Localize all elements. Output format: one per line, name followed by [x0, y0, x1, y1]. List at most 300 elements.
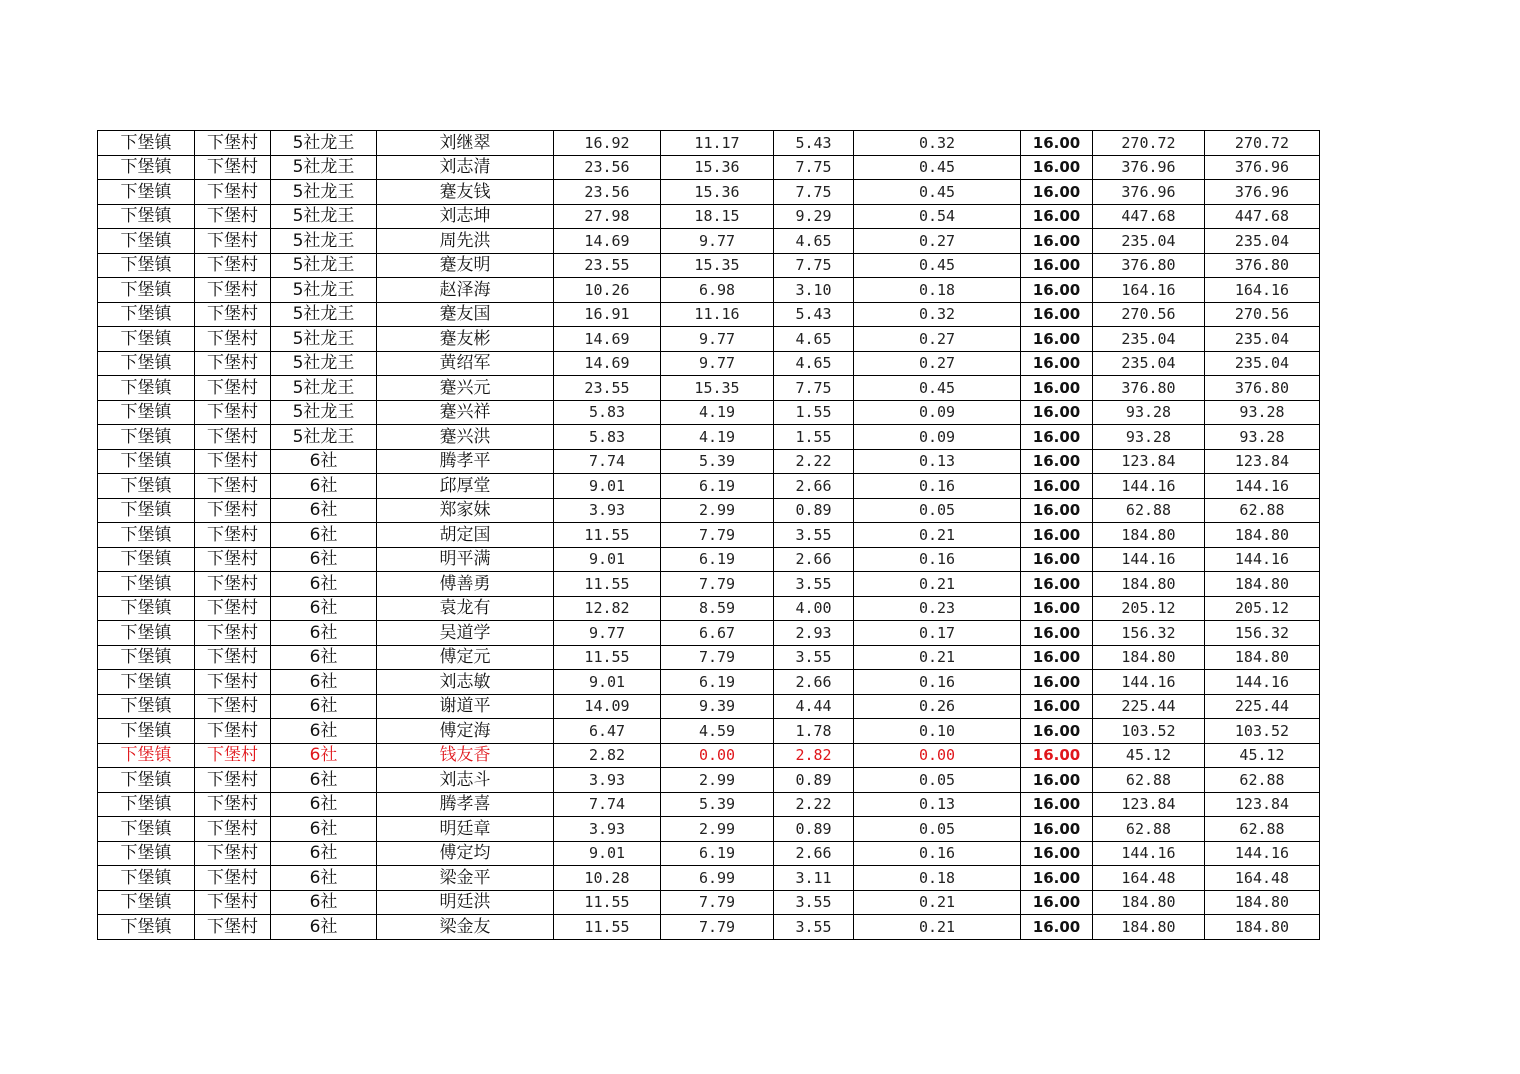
value-cell-3: 4.44 [774, 694, 854, 719]
town-cell: 下堡镇 [98, 498, 195, 523]
value-cell-2: 7.79 [661, 915, 774, 940]
name-cell: 刘志清 [377, 155, 554, 180]
village-cell: 下堡村 [195, 768, 271, 793]
value-cell-1: 9.01 [554, 841, 661, 866]
value-cell-4: 0.16 [854, 841, 1021, 866]
table-row [98, 694, 1320, 719]
table-row [98, 596, 1320, 621]
value-cell-4: 0.09 [854, 400, 1021, 425]
amount-cell-2: 184.80 [1205, 915, 1320, 940]
group-cell: 6社 [271, 474, 377, 499]
amount-cell-2: 376.80 [1205, 376, 1320, 401]
table-row [98, 915, 1320, 940]
value-cell-4: 0.45 [854, 155, 1021, 180]
value-cell-2: 18.15 [661, 204, 774, 229]
value-cell-3: 2.66 [774, 670, 854, 695]
name-cell: 赵泽海 [377, 278, 554, 303]
group-cell: 6社 [271, 694, 377, 719]
village-cell: 下堡村 [195, 866, 271, 891]
rate-cell: 16.00 [1021, 694, 1093, 719]
town-cell: 下堡镇 [98, 302, 195, 327]
value-cell-1: 9.01 [554, 474, 661, 499]
table-row [98, 670, 1320, 695]
village-cell: 下堡村 [195, 425, 271, 450]
village-cell: 下堡村 [195, 253, 271, 278]
value-cell-1: 11.55 [554, 915, 661, 940]
group-cell: 6社 [271, 915, 377, 940]
town-cell: 下堡镇 [98, 792, 195, 817]
value-cell-1: 5.83 [554, 400, 661, 425]
value-cell-2: 4.19 [661, 400, 774, 425]
town-cell: 下堡镇 [98, 155, 195, 180]
amount-cell-1: 184.80 [1093, 915, 1205, 940]
village-cell: 下堡村 [195, 498, 271, 523]
village-cell: 下堡村 [195, 547, 271, 572]
value-cell-4: 0.18 [854, 866, 1021, 891]
group-cell: 6社 [271, 645, 377, 670]
name-cell: 傅定均 [377, 841, 554, 866]
group-cell: 6社 [271, 792, 377, 817]
rate-cell: 16.00 [1021, 768, 1093, 793]
town-cell: 下堡镇 [98, 841, 195, 866]
value-cell-3: 1.55 [774, 425, 854, 450]
value-cell-2: 15.36 [661, 155, 774, 180]
rate-cell: 16.00 [1021, 670, 1093, 695]
group-cell: 5社龙王 [271, 425, 377, 450]
value-cell-4: 0.00 [854, 743, 1021, 768]
amount-cell-2: 144.16 [1205, 841, 1320, 866]
amount-cell-1: 144.16 [1093, 841, 1205, 866]
table-row [98, 180, 1320, 205]
rate-cell: 16.00 [1021, 449, 1093, 474]
amount-cell-2: 447.68 [1205, 204, 1320, 229]
village-cell: 下堡村 [195, 131, 271, 156]
amount-cell-1: 156.32 [1093, 621, 1205, 646]
value-cell-1: 23.56 [554, 155, 661, 180]
value-cell-3: 7.75 [774, 180, 854, 205]
town-cell: 下堡镇 [98, 890, 195, 915]
name-cell: 蹇兴元 [377, 376, 554, 401]
value-cell-3: 3.55 [774, 915, 854, 940]
group-cell: 5社龙王 [271, 376, 377, 401]
village-cell: 下堡村 [195, 180, 271, 205]
village-cell: 下堡村 [195, 351, 271, 376]
value-cell-1: 9.01 [554, 547, 661, 572]
amount-cell-1: 376.80 [1093, 376, 1205, 401]
value-cell-3: 3.55 [774, 890, 854, 915]
amount-cell-1: 205.12 [1093, 596, 1205, 621]
value-cell-3: 0.89 [774, 817, 854, 842]
amount-cell-1: 376.96 [1093, 155, 1205, 180]
value-cell-4: 0.32 [854, 131, 1021, 156]
value-cell-2: 2.99 [661, 768, 774, 793]
rate-cell: 16.00 [1021, 719, 1093, 744]
amount-cell-2: 93.28 [1205, 400, 1320, 425]
rate-cell: 16.00 [1021, 523, 1093, 548]
value-cell-4: 0.10 [854, 719, 1021, 744]
rate-cell: 16.00 [1021, 572, 1093, 597]
value-cell-1: 7.74 [554, 449, 661, 474]
amount-cell-2: 123.84 [1205, 449, 1320, 474]
table-body [98, 131, 1320, 940]
value-cell-3: 4.65 [774, 229, 854, 254]
table-row [98, 719, 1320, 744]
value-cell-2: 7.79 [661, 890, 774, 915]
value-cell-3: 7.75 [774, 376, 854, 401]
group-cell: 6社 [271, 768, 377, 793]
village-cell: 下堡村 [195, 621, 271, 646]
village-cell: 下堡村 [195, 474, 271, 499]
village-cell: 下堡村 [195, 596, 271, 621]
value-cell-4: 0.05 [854, 817, 1021, 842]
value-cell-1: 27.98 [554, 204, 661, 229]
village-cell: 下堡村 [195, 670, 271, 695]
value-cell-4: 0.13 [854, 792, 1021, 817]
value-cell-3: 3.55 [774, 572, 854, 597]
value-cell-2: 2.99 [661, 817, 774, 842]
amount-cell-1: 144.16 [1093, 670, 1205, 695]
rate-cell: 16.00 [1021, 376, 1093, 401]
table-row [98, 253, 1320, 278]
group-cell: 5社龙王 [271, 180, 377, 205]
rate-cell: 16.00 [1021, 155, 1093, 180]
name-cell: 梁金平 [377, 866, 554, 891]
town-cell: 下堡镇 [98, 694, 195, 719]
table-row [98, 645, 1320, 670]
group-cell: 6社 [271, 523, 377, 548]
town-cell: 下堡镇 [98, 596, 195, 621]
value-cell-1: 10.26 [554, 278, 661, 303]
amount-cell-1: 62.88 [1093, 817, 1205, 842]
value-cell-2: 5.39 [661, 792, 774, 817]
village-cell: 下堡村 [195, 278, 271, 303]
rate-cell: 16.00 [1021, 498, 1093, 523]
value-cell-1: 11.55 [554, 572, 661, 597]
amount-cell-2: 205.12 [1205, 596, 1320, 621]
town-cell: 下堡镇 [98, 376, 195, 401]
value-cell-2: 15.36 [661, 180, 774, 205]
value-cell-1: 3.93 [554, 817, 661, 842]
value-cell-2: 11.17 [661, 131, 774, 156]
amount-cell-2: 156.32 [1205, 621, 1320, 646]
value-cell-3: 1.55 [774, 400, 854, 425]
value-cell-3: 4.65 [774, 327, 854, 352]
table-row [98, 400, 1320, 425]
group-cell: 6社 [271, 670, 377, 695]
value-cell-3: 2.66 [774, 547, 854, 572]
value-cell-4: 0.16 [854, 547, 1021, 572]
value-cell-2: 4.19 [661, 425, 774, 450]
value-cell-2: 4.59 [661, 719, 774, 744]
amount-cell-2: 235.04 [1205, 327, 1320, 352]
rate-cell: 16.00 [1021, 792, 1093, 817]
value-cell-3: 4.00 [774, 596, 854, 621]
value-cell-3: 5.43 [774, 302, 854, 327]
rate-cell: 16.00 [1021, 351, 1093, 376]
table-row [98, 743, 1320, 768]
value-cell-1: 23.56 [554, 180, 661, 205]
town-cell: 下堡镇 [98, 180, 195, 205]
amount-cell-1: 235.04 [1093, 229, 1205, 254]
amount-cell-2: 376.96 [1205, 155, 1320, 180]
value-cell-4: 0.21 [854, 645, 1021, 670]
value-cell-2: 9.77 [661, 327, 774, 352]
town-cell: 下堡镇 [98, 449, 195, 474]
table-row [98, 155, 1320, 180]
rate-cell: 16.00 [1021, 253, 1093, 278]
value-cell-3: 0.89 [774, 498, 854, 523]
amount-cell-1: 270.56 [1093, 302, 1205, 327]
group-cell: 5社龙王 [271, 327, 377, 352]
name-cell: 蹇友国 [377, 302, 554, 327]
value-cell-4: 0.17 [854, 621, 1021, 646]
value-cell-4: 0.27 [854, 327, 1021, 352]
rate-cell: 16.00 [1021, 180, 1093, 205]
village-cell: 下堡村 [195, 694, 271, 719]
name-cell: 钱友香 [377, 743, 554, 768]
town-cell: 下堡镇 [98, 547, 195, 572]
value-cell-3: 5.43 [774, 131, 854, 156]
value-cell-2: 6.19 [661, 841, 774, 866]
name-cell: 邱厚堂 [377, 474, 554, 499]
rate-cell: 16.00 [1021, 400, 1093, 425]
amount-cell-1: 164.48 [1093, 866, 1205, 891]
group-cell: 6社 [271, 596, 377, 621]
value-cell-2: 6.19 [661, 670, 774, 695]
amount-cell-2: 225.44 [1205, 694, 1320, 719]
town-cell: 下堡镇 [98, 253, 195, 278]
town-cell: 下堡镇 [98, 817, 195, 842]
amount-cell-2: 184.80 [1205, 523, 1320, 548]
value-cell-1: 9.01 [554, 670, 661, 695]
table-row [98, 351, 1320, 376]
amount-cell-2: 144.16 [1205, 670, 1320, 695]
amount-cell-2: 62.88 [1205, 768, 1320, 793]
town-cell: 下堡镇 [98, 621, 195, 646]
group-cell: 6社 [271, 719, 377, 744]
town-cell: 下堡镇 [98, 719, 195, 744]
village-cell: 下堡村 [195, 449, 271, 474]
name-cell: 刘志坤 [377, 204, 554, 229]
amount-cell-2: 93.28 [1205, 425, 1320, 450]
amount-cell-1: 184.80 [1093, 645, 1205, 670]
table-row [98, 474, 1320, 499]
amount-cell-2: 123.84 [1205, 792, 1320, 817]
amount-cell-1: 62.88 [1093, 768, 1205, 793]
village-cell: 下堡村 [195, 155, 271, 180]
town-cell: 下堡镇 [98, 523, 195, 548]
rate-cell: 16.00 [1021, 425, 1093, 450]
rate-cell: 16.00 [1021, 596, 1093, 621]
name-cell: 傅定海 [377, 719, 554, 744]
amount-cell-2: 144.16 [1205, 474, 1320, 499]
town-cell: 下堡镇 [98, 278, 195, 303]
value-cell-4: 0.27 [854, 351, 1021, 376]
name-cell: 傅善勇 [377, 572, 554, 597]
value-cell-2: 6.98 [661, 278, 774, 303]
rate-cell: 16.00 [1021, 278, 1093, 303]
group-cell: 5社龙王 [271, 155, 377, 180]
table-row [98, 768, 1320, 793]
rate-cell: 16.00 [1021, 131, 1093, 156]
amount-cell-2: 144.16 [1205, 547, 1320, 572]
rate-cell: 16.00 [1021, 474, 1093, 499]
value-cell-4: 0.09 [854, 425, 1021, 450]
rate-cell: 16.00 [1021, 841, 1093, 866]
name-cell: 谢道平 [377, 694, 554, 719]
town-cell: 下堡镇 [98, 204, 195, 229]
value-cell-2: 15.35 [661, 253, 774, 278]
value-cell-4: 0.16 [854, 474, 1021, 499]
name-cell: 蹇友彬 [377, 327, 554, 352]
town-cell: 下堡镇 [98, 229, 195, 254]
amount-cell-1: 93.28 [1093, 400, 1205, 425]
table-row [98, 131, 1320, 156]
value-cell-3: 2.22 [774, 792, 854, 817]
amount-cell-2: 184.80 [1205, 572, 1320, 597]
value-cell-1: 7.74 [554, 792, 661, 817]
table-row [98, 621, 1320, 646]
value-cell-2: 7.79 [661, 645, 774, 670]
amount-cell-2: 45.12 [1205, 743, 1320, 768]
amount-cell-2: 235.04 [1205, 229, 1320, 254]
amount-cell-1: 62.88 [1093, 498, 1205, 523]
table-row [98, 866, 1320, 891]
table-row [98, 498, 1320, 523]
value-cell-4: 0.26 [854, 694, 1021, 719]
value-cell-1: 16.92 [554, 131, 661, 156]
data-table [97, 130, 1320, 940]
value-cell-4: 0.32 [854, 302, 1021, 327]
group-cell: 5社龙王 [271, 204, 377, 229]
value-cell-3: 2.66 [774, 841, 854, 866]
value-cell-3: 2.22 [774, 449, 854, 474]
amount-cell-1: 225.44 [1093, 694, 1205, 719]
group-cell: 6社 [271, 621, 377, 646]
village-cell: 下堡村 [195, 743, 271, 768]
group-cell: 5社龙王 [271, 400, 377, 425]
group-cell: 6社 [271, 890, 377, 915]
table-row [98, 278, 1320, 303]
value-cell-1: 9.77 [554, 621, 661, 646]
value-cell-1: 2.82 [554, 743, 661, 768]
table-row [98, 425, 1320, 450]
amount-cell-1: 123.84 [1093, 792, 1205, 817]
value-cell-1: 23.55 [554, 253, 661, 278]
value-cell-4: 0.21 [854, 572, 1021, 597]
table-row [98, 572, 1320, 597]
value-cell-3: 4.65 [774, 351, 854, 376]
amount-cell-1: 376.96 [1093, 180, 1205, 205]
value-cell-3: 9.29 [774, 204, 854, 229]
rate-cell: 16.00 [1021, 915, 1093, 940]
value-cell-1: 6.47 [554, 719, 661, 744]
name-cell: 蹇友钱 [377, 180, 554, 205]
amount-cell-2: 270.72 [1205, 131, 1320, 156]
name-cell: 梁金友 [377, 915, 554, 940]
value-cell-2: 6.99 [661, 866, 774, 891]
value-cell-2: 6.67 [661, 621, 774, 646]
town-cell: 下堡镇 [98, 131, 195, 156]
name-cell: 明廷洪 [377, 890, 554, 915]
town-cell: 下堡镇 [98, 400, 195, 425]
value-cell-2: 8.59 [661, 596, 774, 621]
value-cell-1: 12.82 [554, 596, 661, 621]
group-cell: 6社 [271, 449, 377, 474]
value-cell-3: 7.75 [774, 253, 854, 278]
name-cell: 黄绍军 [377, 351, 554, 376]
value-cell-4: 0.05 [854, 498, 1021, 523]
table-row [98, 523, 1320, 548]
value-cell-4: 0.27 [854, 229, 1021, 254]
name-cell: 傅定元 [377, 645, 554, 670]
village-cell: 下堡村 [195, 327, 271, 352]
amount-cell-1: 184.80 [1093, 523, 1205, 548]
value-cell-1: 16.91 [554, 302, 661, 327]
name-cell: 蹇友明 [377, 253, 554, 278]
village-cell: 下堡村 [195, 376, 271, 401]
amount-cell-2: 164.16 [1205, 278, 1320, 303]
name-cell: 刘志斗 [377, 768, 554, 793]
name-cell: 明平满 [377, 547, 554, 572]
amount-cell-1: 93.28 [1093, 425, 1205, 450]
value-cell-4: 0.21 [854, 890, 1021, 915]
group-cell: 5社龙王 [271, 253, 377, 278]
amount-cell-1: 164.16 [1093, 278, 1205, 303]
name-cell: 腾孝喜 [377, 792, 554, 817]
amount-cell-2: 376.80 [1205, 253, 1320, 278]
name-cell: 蹇兴洪 [377, 425, 554, 450]
value-cell-1: 14.69 [554, 351, 661, 376]
group-cell: 5社龙王 [271, 131, 377, 156]
value-cell-4: 0.16 [854, 670, 1021, 695]
value-cell-4: 0.05 [854, 768, 1021, 793]
value-cell-1: 14.09 [554, 694, 661, 719]
amount-cell-1: 447.68 [1093, 204, 1205, 229]
value-cell-3: 3.11 [774, 866, 854, 891]
table-row [98, 547, 1320, 572]
value-cell-3: 0.89 [774, 768, 854, 793]
value-cell-1: 3.93 [554, 768, 661, 793]
value-cell-1: 14.69 [554, 327, 661, 352]
value-cell-2: 7.79 [661, 572, 774, 597]
amount-cell-2: 164.48 [1205, 866, 1320, 891]
amount-cell-2: 184.80 [1205, 890, 1320, 915]
value-cell-4: 0.45 [854, 376, 1021, 401]
value-cell-1: 3.93 [554, 498, 661, 523]
town-cell: 下堡镇 [98, 768, 195, 793]
value-cell-2: 9.39 [661, 694, 774, 719]
value-cell-4: 0.23 [854, 596, 1021, 621]
village-cell: 下堡村 [195, 523, 271, 548]
rate-cell: 16.00 [1021, 817, 1093, 842]
value-cell-1: 23.55 [554, 376, 661, 401]
town-cell: 下堡镇 [98, 645, 195, 670]
amount-cell-2: 376.96 [1205, 180, 1320, 205]
amount-cell-1: 270.72 [1093, 131, 1205, 156]
group-cell: 5社龙王 [271, 351, 377, 376]
table-row [98, 841, 1320, 866]
value-cell-4: 0.54 [854, 204, 1021, 229]
village-cell: 下堡村 [195, 890, 271, 915]
table-row [98, 376, 1320, 401]
village-cell: 下堡村 [195, 302, 271, 327]
group-cell: 6社 [271, 743, 377, 768]
value-cell-4: 0.13 [854, 449, 1021, 474]
village-cell: 下堡村 [195, 817, 271, 842]
village-cell: 下堡村 [195, 915, 271, 940]
village-cell: 下堡村 [195, 204, 271, 229]
